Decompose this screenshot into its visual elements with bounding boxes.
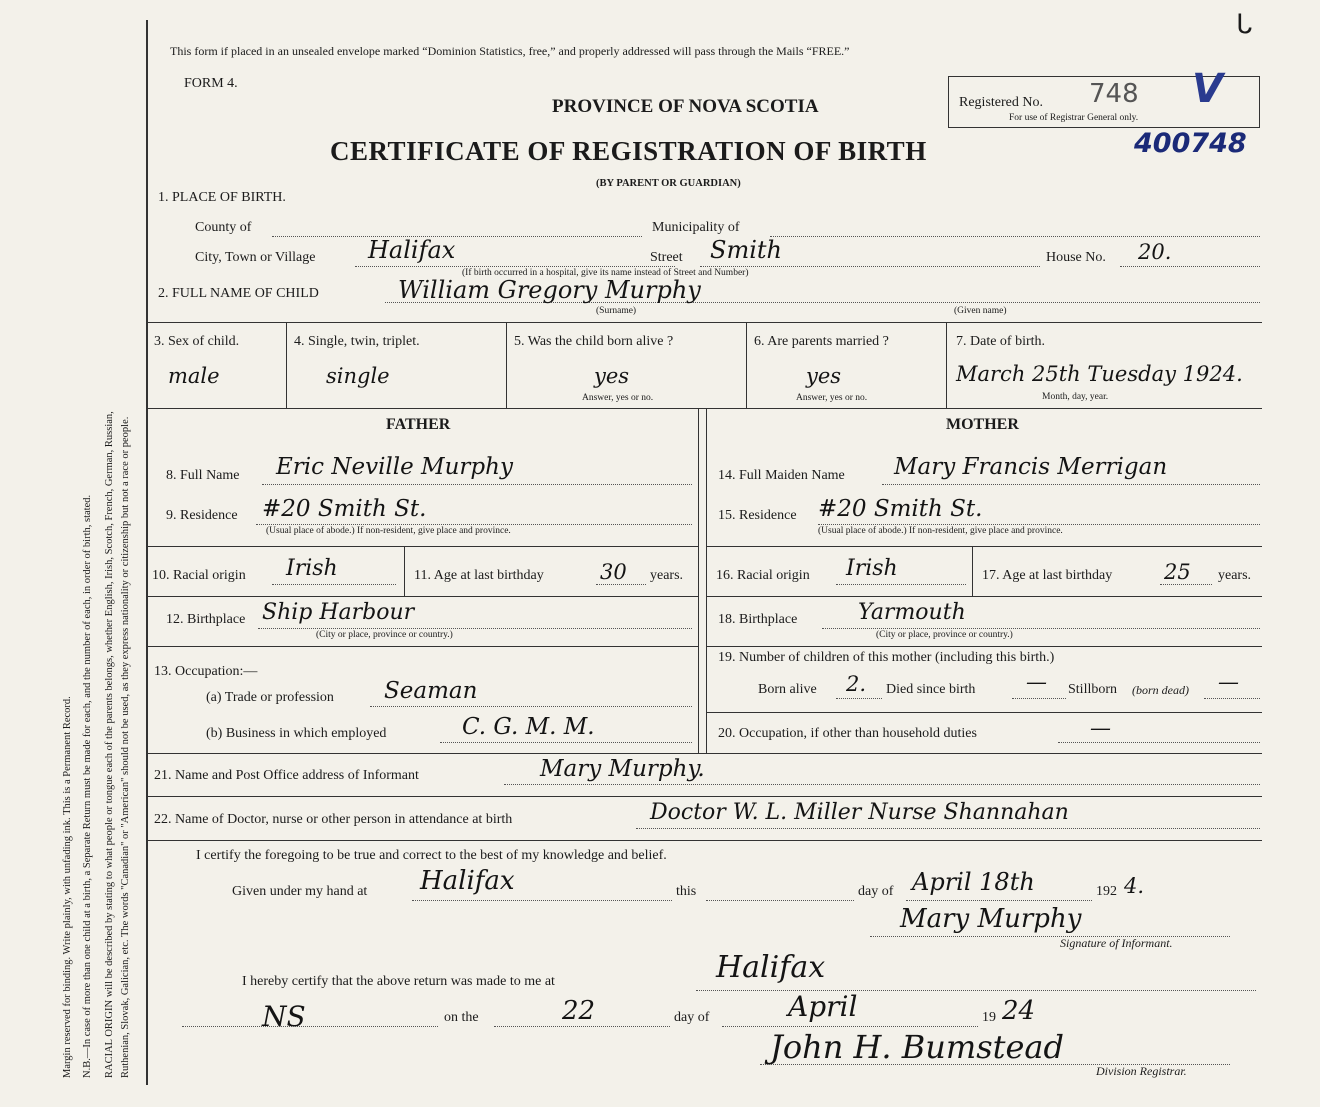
- mother-racial-value: Irish: [846, 556, 898, 581]
- city-value: Halifax: [368, 236, 456, 264]
- attendant-value: Doctor W. L. Miller Nurse Shannahan: [650, 800, 1069, 825]
- margin-racial-origin-note-cont: Ruthenian, Slovak, Galician, etc. The words "Canadian" or "American" should not be used, as they express nationality or citizenship but not a race or people.: [120, 416, 131, 1078]
- mother-years-label: years.: [1218, 568, 1252, 583]
- given-year-prefix: 192: [1096, 884, 1117, 899]
- date-of-birth-note: Month, day, year.: [1042, 392, 1109, 402]
- form-number: FORM 4.: [184, 76, 238, 91]
- mother-birthplace-note: (City or place, province or country.): [876, 630, 1013, 640]
- father-racial-label: 10. Racial origin: [152, 568, 246, 583]
- father-birthplace-label: 12. Birthplace: [166, 612, 246, 627]
- informant-value: Mary Murphy.: [540, 756, 705, 782]
- father-heading: FATHER: [386, 416, 451, 433]
- page-title: CERTIFICATE OF REGISTRATION OF BIRTH: [330, 136, 927, 166]
- hospital-note: (If birth occurred in a hospital, give its name instead of Street and Number): [462, 268, 749, 278]
- registered-label: Registered No.: [959, 95, 1043, 110]
- stillborn-note: (born dead): [1132, 683, 1189, 697]
- city-label: City, Town or Village: [195, 250, 316, 265]
- sex-value: male: [168, 364, 220, 388]
- plurality-value: single: [326, 364, 390, 388]
- father-racial-value: Irish: [286, 556, 338, 581]
- mother-age-label: 17. Age at last birthday: [982, 568, 1113, 583]
- registrar-day-value: 22: [562, 996, 596, 1026]
- born-alive-count-label: Born alive: [758, 682, 817, 697]
- place-of-birth-label: 1. PLACE OF BIRTH.: [158, 190, 286, 205]
- born-alive-value: yes: [594, 364, 630, 388]
- given-place-value: Halifax: [420, 866, 515, 896]
- mother-age-value: 25: [1164, 560, 1191, 584]
- died-since-birth-value: —: [1026, 670, 1047, 694]
- registrar-signature-label: Division Registrar.: [1096, 1064, 1187, 1078]
- trade-value: Seaman: [384, 678, 478, 704]
- this-label: this: [676, 884, 697, 899]
- registrar-statement: I hereby certify that the above return was made to me at: [242, 974, 555, 989]
- father-name-value: Eric Neville Murphy: [276, 454, 513, 480]
- mother-occupation-label: 20. Occupation, if other than household duties: [718, 726, 977, 741]
- parents-married-note: Answer, yes or no.: [796, 393, 868, 403]
- died-since-birth-label: Died since birth: [886, 682, 976, 697]
- margin-binding-note: Margin reserved for binding. Write plainly, with unfading ink. This is a Permanent Record.: [62, 696, 73, 1078]
- father-occupation-label: 13. Occupation:—: [154, 664, 258, 679]
- given-under-label: Given under my hand at: [232, 884, 368, 899]
- given-date-value: April 18th: [912, 868, 1035, 896]
- province-heading: PROVINCE OF NOVA SCOTIA: [552, 96, 819, 117]
- mother-birthplace-label: 18. Birthplace: [718, 612, 798, 627]
- municipality-label: Municipality of: [652, 220, 740, 235]
- father-name-label: 8. Full Name: [166, 468, 240, 483]
- house-number-value: 20.: [1138, 240, 1172, 264]
- informant-label: 21. Name and Post Office address of Informant: [154, 768, 419, 783]
- date-of-birth-value: March 25th Tuesday 1924.: [956, 362, 1243, 386]
- county-label: County of: [195, 220, 252, 235]
- child-name-value: William Gregory Murphy: [398, 276, 701, 304]
- registrar-place-continued: NS: [262, 1000, 306, 1033]
- father-residence-note: (Usual place of abode.) If non-resident, give place and province.: [266, 526, 511, 536]
- mother-occupation-value: —: [1090, 716, 1111, 740]
- father-residence-label: 9. Residence: [166, 508, 238, 523]
- child-name-label: 2. FULL NAME OF CHILD: [158, 286, 319, 301]
- mother-heading: MOTHER: [946, 416, 1019, 433]
- mother-residence-value: #20 Smith St.: [818, 496, 983, 522]
- father-age-label: 11. Age at last birthday: [414, 568, 544, 583]
- business-value: C. G. M. M.: [462, 714, 595, 740]
- mail-notice: This form if placed in an unsealed envelope marked “Dominion Statistics, free,” and properly addressed will pass through the Mails “FREE.”: [170, 44, 850, 58]
- mother-birthplace-value: Yarmouth: [858, 600, 966, 625]
- certification-statement: I certify the foregoing to be true and correct to the best of my knowledge and belief.: [196, 848, 667, 863]
- business-label: (b) Business in which employed: [206, 726, 387, 741]
- given-year-suffix: 4.: [1124, 874, 1145, 898]
- informant-signature-label: Signature of Informant.: [1060, 936, 1173, 950]
- registrar-year-suffix: 24: [1002, 996, 1036, 1026]
- registered-number: 748: [1089, 79, 1139, 109]
- on-the-label: on the: [444, 1010, 479, 1025]
- informant-signature: Mary Murphy: [900, 904, 1082, 934]
- mother-residence-label: 15. Residence: [718, 508, 797, 523]
- day-of-label: day of: [858, 884, 894, 899]
- registrar-year-prefix: 19: [982, 1010, 996, 1025]
- parents-married-label: 6. Are parents married ?: [754, 334, 889, 349]
- form-left-border: [146, 20, 148, 1085]
- children-count-label: 19. Number of children of this mother (including this birth.): [718, 650, 1055, 665]
- father-years-label: years.: [650, 568, 684, 583]
- given-name-note: (Given name): [954, 306, 1007, 316]
- street-label: Street: [650, 250, 683, 265]
- sex-label: 3. Sex of child.: [154, 334, 240, 349]
- parents-married-value: yes: [806, 364, 842, 388]
- mother-name-label: 14. Full Maiden Name: [718, 468, 845, 483]
- registrar-signature: John H. Bumstead: [770, 1028, 1064, 1066]
- plurality-label: 4. Single, twin, triplet.: [294, 334, 420, 349]
- attendant-label: 22. Name of Doctor, nurse or other person in attendance at birth: [154, 812, 513, 827]
- father-age-value: 30: [600, 560, 627, 584]
- margin-racial-origin-note: RACIAL ORIGIN will be described by stating to what people or tongue each of the parents belongs, whether English, Irish, Scotch, French, German, Russian,: [104, 411, 115, 1078]
- mother-racial-label: 16. Racial origin: [716, 568, 810, 583]
- mother-residence-note: (Usual place of abode.) If non-resident, give place and province.: [818, 526, 1063, 536]
- corner-mark: ᒐ: [1236, 10, 1253, 39]
- father-residence-value: #20 Smith St.: [262, 496, 427, 522]
- page-subtitle: (BY PARENT OR GUARDIAN): [596, 178, 741, 189]
- file-number: 400748: [1134, 128, 1247, 159]
- mother-name-value: Mary Francis Merrigan: [894, 454, 1168, 480]
- surname-note: (Surname): [596, 306, 637, 316]
- house-number-label: House No.: [1046, 250, 1106, 265]
- registrar-general-note: For use of Registrar General only.: [1009, 113, 1139, 123]
- registrar-day-of-label: day of: [674, 1010, 710, 1025]
- stillborn-label: Stillborn: [1068, 682, 1118, 697]
- check-mark: V: [1192, 66, 1223, 112]
- father-birthplace-value: Ship Harbour: [262, 600, 415, 625]
- registrar-place-value: Halifax: [716, 950, 826, 985]
- stillborn-value: —: [1218, 670, 1239, 694]
- date-of-birth-label: 7. Date of birth.: [956, 334, 1046, 349]
- born-alive-count-value: 2.: [846, 672, 867, 696]
- registrar-month-value: April: [788, 990, 858, 1023]
- born-alive-note: Answer, yes or no.: [582, 393, 654, 403]
- father-birthplace-note: (City or place, province or country.): [316, 630, 453, 640]
- trade-label: (a) Trade or profession: [206, 690, 334, 705]
- margin-multiple-births-note: N.B.—In case of more than one child at a birth, a Separate Return must be made for each, and the number of each, in order of birth, stated.: [82, 494, 93, 1078]
- born-alive-label: 5. Was the child born alive ?: [514, 334, 674, 349]
- street-value: Smith: [710, 236, 782, 264]
